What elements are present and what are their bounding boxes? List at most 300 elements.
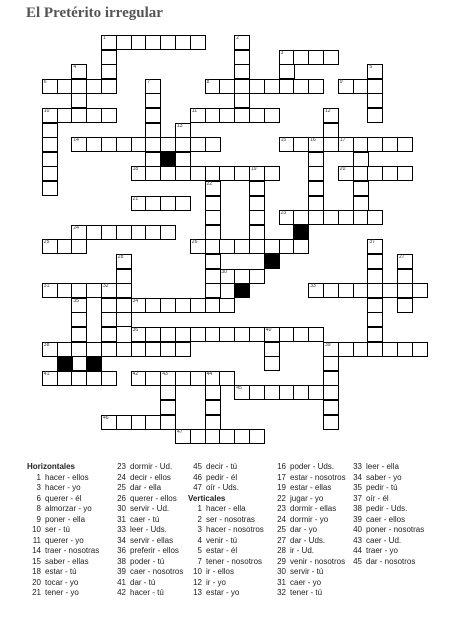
- crossword-cell[interactable]: [279, 239, 295, 254]
- crossword-cell[interactable]: [308, 152, 324, 167]
- crossword-cell[interactable]: [160, 35, 176, 50]
- crossword-cell[interactable]: [145, 166, 161, 181]
- crossword-cell[interactable]: [205, 298, 221, 313]
- crossword-cell[interactable]: [205, 196, 221, 211]
- crossword-cell[interactable]: [160, 327, 176, 342]
- crossword-cell[interactable]: [219, 108, 235, 123]
- cell-number: 8: [206, 78, 210, 85]
- crossword-cell[interactable]: [175, 342, 191, 357]
- clue-number: 13: [193, 588, 202, 597]
- crossword-cell[interactable]: [175, 123, 191, 138]
- crossword-cell[interactable]: [338, 342, 354, 357]
- crossword-cell[interactable]: [116, 298, 132, 313]
- clue-item: [112, 504, 183, 515]
- crossword-cell[interactable]: [190, 429, 206, 444]
- crossword-cell[interactable]: [234, 385, 250, 400]
- crossword-cell[interactable]: [338, 283, 354, 298]
- crossword-cell[interactable]: [397, 269, 413, 284]
- crossword-cell[interactable]: [145, 152, 161, 167]
- crossword-cell[interactable]: [293, 239, 309, 254]
- crossword-cell[interactable]: [279, 64, 295, 79]
- cell-number: 36: [132, 327, 139, 333]
- crossword-cell[interactable]: [86, 283, 102, 298]
- cell-number: 4: [73, 64, 77, 71]
- crossword-cell[interactable]: [219, 298, 235, 313]
- crossword-cell[interactable]: [71, 64, 87, 79]
- crossword-cell[interactable]: [175, 196, 191, 211]
- crossword-cell[interactable]: [145, 35, 161, 50]
- crossword-cell[interactable]: [190, 327, 206, 342]
- crossword-cell[interactable]: [353, 210, 369, 225]
- crossword-cell[interactable]: [397, 283, 413, 298]
- clue-number: 31: [117, 514, 126, 524]
- crossword-cell[interactable]: [131, 166, 147, 181]
- clue-text: oír - Uds.: [206, 483, 239, 492]
- crossword-cell[interactable]: [308, 283, 324, 298]
- crossword-cell[interactable]: [205, 79, 221, 94]
- crossword-cell[interactable]: [367, 269, 383, 284]
- crossword-cell[interactable]: [42, 342, 58, 357]
- clue-item: [112, 588, 183, 599]
- crossword-cell[interactable]: [264, 239, 280, 254]
- crossword-cell[interactable]: [116, 342, 132, 357]
- crossword-cell[interactable]: [205, 327, 221, 342]
- clue-text: estar - yo: [206, 588, 240, 597]
- crossword-cell[interactable]: [71, 327, 87, 342]
- crossword-cell[interactable]: [234, 429, 250, 444]
- crossword-cell[interactable]: [323, 283, 339, 298]
- clue-text: leer - ella: [366, 462, 399, 471]
- crossword-cell[interactable]: [86, 342, 102, 357]
- cell-number: 1: [103, 35, 106, 41]
- crossword-cell[interactable]: [234, 50, 250, 65]
- crossword-cell[interactable]: [249, 79, 265, 94]
- crossword-cell[interactable]: [234, 166, 250, 181]
- crossword-cell[interactable]: [308, 210, 324, 225]
- crossword-cell[interactable]: [160, 342, 176, 357]
- crossword-cell[interactable]: [160, 196, 176, 211]
- crossword-cell[interactable]: [382, 166, 398, 181]
- crossword-cell[interactable]: [116, 312, 132, 327]
- crossword-cell[interactable]: [323, 210, 339, 225]
- crossword-cell[interactable]: [205, 166, 221, 181]
- crossword-cell[interactable]: [323, 356, 339, 371]
- crossword-cell[interactable]: [353, 283, 369, 298]
- crossword-cell[interactable]: [323, 137, 339, 152]
- crossword-cell[interactable]: [175, 152, 191, 167]
- crossword-cell[interactable]: [205, 269, 221, 284]
- crossword-cell[interactable]: [293, 210, 309, 225]
- crossword-cell[interactable]: [367, 137, 383, 152]
- crossword-cell[interactable]: [264, 108, 280, 123]
- crossword-cell[interactable]: [145, 137, 161, 152]
- crossword-cell[interactable]: [101, 35, 117, 50]
- cell-number: 12: [325, 108, 331, 114]
- clue-item: [188, 578, 264, 589]
- crossword-cell[interactable]: [323, 400, 339, 415]
- crossword-cell[interactable]: [219, 371, 235, 386]
- crossword-cell[interactable]: [42, 371, 58, 386]
- clue-number: 47: [193, 483, 202, 492]
- cell-number: 10: [43, 108, 50, 114]
- crossword-cell[interactable]: [101, 371, 117, 386]
- crossword-cell[interactable]: [175, 429, 191, 444]
- crossword-cell[interactable]: [71, 312, 87, 327]
- crossword-cell[interactable]: [367, 283, 383, 298]
- crossword-cell[interactable]: [397, 166, 413, 181]
- crossword-cell[interactable]: [308, 327, 324, 342]
- crossword-cell[interactable]: [205, 137, 221, 152]
- clue-number: 24: [117, 472, 126, 482]
- crossword-cell[interactable]: [71, 239, 87, 254]
- crossword-cell[interactable]: [249, 181, 265, 196]
- crossword-cell[interactable]: [42, 152, 58, 167]
- crossword-cell[interactable]: [323, 371, 339, 386]
- crossword-cell[interactable]: [234, 269, 250, 284]
- crossword-cell[interactable]: [116, 254, 132, 269]
- crossword-cell[interactable]: [264, 327, 280, 342]
- crossword-cell[interactable]: [234, 239, 250, 254]
- crossword-cell[interactable]: [367, 312, 383, 327]
- crossword-cell[interactable]: [412, 283, 428, 298]
- crossword-cell[interactable]: [323, 415, 339, 430]
- clue-number: 35: [353, 483, 362, 492]
- crossword-cell[interactable]: [145, 93, 161, 108]
- crossword-cell[interactable]: [131, 35, 147, 50]
- crossword-cell[interactable]: [308, 50, 324, 65]
- crossword-cell[interactable]: [323, 123, 339, 138]
- crossword-cell[interactable]: [160, 415, 176, 430]
- crossword-cell[interactable]: [131, 137, 147, 152]
- crossword-cell[interactable]: [42, 108, 58, 123]
- crossword-cell[interactable]: [175, 137, 191, 152]
- crossword-cell[interactable]: [219, 239, 235, 254]
- crossword-cell[interactable]: [131, 342, 147, 357]
- crossword-cell[interactable]: [86, 371, 102, 386]
- crossword-cell[interactable]: [57, 239, 73, 254]
- crossword-cell[interactable]: [205, 225, 221, 240]
- crossword-cell[interactable]: [367, 239, 383, 254]
- crossword-cell[interactable]: [145, 415, 161, 430]
- clue-text: poner - ella: [45, 514, 86, 524]
- clue-text: hacer - tú: [130, 588, 164, 597]
- crossword-cell[interactable]: [353, 342, 369, 357]
- crossword-cell[interactable]: [71, 137, 87, 152]
- crossword-cell[interactable]: [279, 50, 295, 65]
- crossword-cell[interactable]: [190, 137, 206, 152]
- crossword-cell[interactable]: [353, 181, 369, 196]
- crossword-cell[interactable]: [42, 166, 58, 181]
- crossword-cell[interactable]: [71, 108, 87, 123]
- crossword-cell[interactable]: [57, 108, 73, 123]
- crossword-cell[interactable]: [71, 342, 87, 357]
- crossword-cell[interactable]: [101, 50, 117, 65]
- crossword-cell[interactable]: [397, 342, 413, 357]
- crossword-cell[interactable]: [145, 327, 161, 342]
- crossword-cell[interactable]: [42, 123, 58, 138]
- crossword-cell[interactable]: [190, 298, 206, 313]
- crossword-cell[interactable]: [367, 108, 383, 123]
- crossword-cell[interactable]: [101, 342, 117, 357]
- crossword-cell[interactable]: [382, 137, 398, 152]
- crossword-cell[interactable]: [397, 298, 413, 313]
- crossword-cell[interactable]: [279, 210, 295, 225]
- crossword-cell[interactable]: [279, 137, 295, 152]
- crossword-cell[interactable]: [308, 166, 324, 181]
- crossword-cell[interactable]: [353, 79, 369, 94]
- crossword-cell[interactable]: [101, 415, 117, 430]
- crossword-cell[interactable]: [57, 283, 73, 298]
- crossword-cell[interactable]: [175, 327, 191, 342]
- crossword-cell[interactable]: [71, 298, 87, 313]
- crossword-cell[interactable]: [160, 225, 176, 240]
- crossword-cell[interactable]: [190, 35, 206, 50]
- crossword-cell[interactable]: [353, 137, 369, 152]
- crossword-cell[interactable]: [175, 371, 191, 386]
- clue-item: [112, 462, 183, 473]
- crossword-cell[interactable]: [42, 79, 58, 94]
- crossword-cell[interactable]: [234, 64, 250, 79]
- crossword-cell[interactable]: [367, 298, 383, 313]
- crossword-cell[interactable]: [160, 166, 176, 181]
- crossword-cell[interactable]: [205, 415, 221, 430]
- crossword-cell[interactable]: [71, 283, 87, 298]
- clue-number: 26: [117, 493, 126, 503]
- clue-text: dormir - Ud.: [130, 462, 173, 471]
- crossword-cell[interactable]: [205, 385, 221, 400]
- crossword-cell[interactable]: [101, 327, 117, 342]
- crossword-cell[interactable]: [367, 342, 383, 357]
- crossword-cell[interactable]: [145, 298, 161, 313]
- crossword-cell[interactable]: [308, 79, 324, 94]
- crossword-cell[interactable]: [71, 356, 87, 371]
- cell-number: 33: [310, 283, 316, 290]
- crossword-cell[interactable]: [175, 166, 191, 181]
- crossword-cell[interactable]: [397, 137, 413, 152]
- crossword-cell[interactable]: [323, 342, 339, 357]
- crossword-cell[interactable]: [145, 79, 161, 94]
- crossword-cell[interactable]: [249, 385, 265, 400]
- cell-number: 38: [43, 341, 50, 348]
- crossword-cell[interactable]: [353, 196, 369, 211]
- crossword-cell[interactable]: [116, 35, 132, 50]
- crossword-cell[interactable]: [160, 137, 176, 152]
- crossword-cell[interactable]: [145, 123, 161, 138]
- crossword-cell[interactable]: [101, 64, 117, 79]
- crossword-cell[interactable]: [190, 166, 206, 181]
- crossword-cell[interactable]: [71, 371, 87, 386]
- crossword-cell[interactable]: [42, 239, 58, 254]
- crossword-cell[interactable]: [116, 269, 132, 284]
- crossword-cell[interactable]: [42, 137, 58, 152]
- clue-item: [112, 515, 183, 526]
- crossword-cell[interactable]: [308, 181, 324, 196]
- crossword-cell[interactable]: [101, 79, 117, 94]
- crossword-cell[interactable]: [116, 137, 132, 152]
- crossword-cell[interactable]: [323, 50, 339, 65]
- crossword-cell[interactable]: [338, 79, 354, 94]
- crossword-cell[interactable]: [293, 385, 309, 400]
- crossword-cell[interactable]: [293, 137, 309, 152]
- crossword-cell[interactable]: [353, 152, 369, 167]
- crossword-cell[interactable]: [249, 210, 265, 225]
- crossword-cell[interactable]: [116, 225, 132, 240]
- crossword-cell[interactable]: [116, 415, 132, 430]
- crossword-cell[interactable]: [367, 93, 383, 108]
- crossword-cell[interactable]: [249, 429, 265, 444]
- crossword-cell[interactable]: [42, 283, 58, 298]
- crossword-cell[interactable]: [219, 327, 235, 342]
- crossword-cell[interactable]: [338, 137, 354, 152]
- crossword-cell[interactable]: [71, 225, 87, 240]
- crossword-cell[interactable]: [145, 225, 161, 240]
- crossword-cell[interactable]: [101, 137, 117, 152]
- crossword-cell[interactable]: [131, 327, 147, 342]
- crossword-cell[interactable]: [308, 385, 324, 400]
- crossword-cell[interactable]: [101, 312, 117, 327]
- crossword-cell[interactable]: [86, 79, 102, 94]
- crossword-cell[interactable]: [116, 283, 132, 298]
- crossword-cell[interactable]: [131, 415, 147, 430]
- crossword-cell[interactable]: [264, 166, 280, 181]
- crossword-cell[interactable]: [249, 269, 265, 284]
- crossword-cell[interactable]: [71, 79, 87, 94]
- crossword-cell[interactable]: [175, 35, 191, 50]
- clues-column-4: [272, 462, 346, 599]
- crossword-cell[interactable]: [264, 342, 280, 357]
- clue-text: caer - nosotros: [130, 567, 184, 576]
- crossword-cell[interactable]: [205, 429, 221, 444]
- crossword-cell[interactable]: [264, 356, 280, 371]
- clue-text: dar - nosotros: [366, 556, 416, 566]
- crossword-cell[interactable]: [382, 283, 398, 298]
- crossword-cell[interactable]: [131, 196, 147, 211]
- crossword-cell[interactable]: [131, 371, 147, 386]
- crossword-cell[interactable]: [308, 137, 324, 152]
- black-square: [264, 254, 280, 269]
- clue-number: 40: [353, 525, 362, 534]
- crossword-cell[interactable]: [205, 108, 221, 123]
- crossword-cell[interactable]: [205, 400, 221, 415]
- crossword-cell[interactable]: [190, 371, 206, 386]
- crossword-cell[interactable]: [205, 239, 221, 254]
- crossword-cell[interactable]: [205, 283, 221, 298]
- horizontales-heading: Horizontales: [27, 462, 76, 471]
- crossword-cell[interactable]: [86, 225, 102, 240]
- crossword-cell[interactable]: [101, 298, 117, 313]
- crossword-cell[interactable]: [367, 327, 383, 342]
- crossword-cell[interactable]: [86, 137, 102, 152]
- crossword-cell[interactable]: [205, 181, 221, 196]
- crossword-cell[interactable]: [190, 108, 206, 123]
- crossword-cell[interactable]: [367, 79, 383, 94]
- clue-number: 41: [117, 577, 126, 587]
- crossword-cell[interactable]: [219, 166, 235, 181]
- crossword-cell[interactable]: [249, 166, 265, 181]
- crossword-cell[interactable]: [367, 210, 383, 225]
- crossword-cell[interactable]: [279, 385, 295, 400]
- crossword-cell[interactable]: [279, 79, 295, 94]
- crossword-cell[interactable]: [293, 327, 309, 342]
- crossword-cell[interactable]: [234, 327, 250, 342]
- crossword-cell[interactable]: [57, 371, 73, 386]
- crossword-cell[interactable]: [323, 385, 339, 400]
- crossword-cell[interactable]: [205, 210, 221, 225]
- crossword-cell[interactable]: [249, 108, 265, 123]
- crossword-cell[interactable]: [293, 79, 309, 94]
- crossword-cell[interactable]: [57, 342, 73, 357]
- crossword-cell[interactable]: [57, 79, 73, 94]
- crossword-cell[interactable]: [101, 108, 117, 123]
- crossword-cell[interactable]: [367, 166, 383, 181]
- crossword-cell[interactable]: [175, 298, 191, 313]
- cell-number: 16: [310, 137, 316, 144]
- crossword-cell[interactable]: [279, 327, 295, 342]
- crossword-cell[interactable]: [412, 342, 428, 357]
- crossword-cell[interactable]: [145, 371, 161, 386]
- crossword-cell[interactable]: [71, 93, 87, 108]
- crossword-cell[interactable]: [249, 327, 265, 342]
- crossword-cell[interactable]: [367, 64, 383, 79]
- crossword-cell[interactable]: [264, 385, 280, 400]
- crossword-cell[interactable]: [145, 108, 161, 123]
- crossword-cell[interactable]: [86, 108, 102, 123]
- crossword-cell[interactable]: [101, 225, 117, 240]
- clue-number: 28: [277, 546, 286, 555]
- crossword-cell[interactable]: [382, 342, 398, 357]
- crossword-cell[interactable]: [219, 79, 235, 94]
- crossword-cell[interactable]: [131, 298, 147, 313]
- crossword-cell[interactable]: [160, 400, 176, 415]
- crossword-cell[interactable]: [42, 181, 58, 196]
- clue-number: 46: [193, 472, 202, 482]
- clue-number: 15: [32, 556, 41, 566]
- crossword-cell[interactable]: [367, 254, 383, 269]
- crossword-cell[interactable]: [190, 239, 206, 254]
- crossword-cell[interactable]: [101, 283, 117, 298]
- crossword-cell[interactable]: [145, 342, 161, 357]
- crossword-cell[interactable]: [234, 108, 250, 123]
- crossword-cell[interactable]: [338, 210, 354, 225]
- crossword-cell[interactable]: [234, 93, 250, 108]
- crossword-cell[interactable]: [205, 371, 221, 386]
- crossword-cell[interactable]: [308, 196, 324, 211]
- crossword-cell[interactable]: [249, 239, 265, 254]
- crossword-cell[interactable]: [131, 225, 147, 240]
- crossword-cell[interactable]: [338, 166, 354, 181]
- crossword-cell[interactable]: [353, 166, 369, 181]
- crossword-cell[interactable]: [160, 298, 176, 313]
- crossword-cell[interactable]: [323, 108, 339, 123]
- crossword-cell[interactable]: [397, 254, 413, 269]
- clue-text: dormir - yo: [290, 514, 329, 524]
- crossword-cell[interactable]: [293, 50, 309, 65]
- crossword-cell[interactable]: [205, 254, 221, 269]
- clue-text: ser - tú: [45, 525, 70, 534]
- crossword-cell[interactable]: [234, 35, 250, 50]
- crossword-cell[interactable]: [249, 225, 265, 240]
- crossword-cell[interactable]: [160, 371, 176, 386]
- crossword-cell[interactable]: [160, 385, 176, 400]
- crossword-cell[interactable]: [145, 196, 161, 211]
- clue-text: hacer - yo: [45, 483, 81, 492]
- crossword-cell[interactable]: [219, 269, 235, 284]
- crossword-cell[interactable]: [249, 196, 265, 211]
- crossword-cell[interactable]: [234, 79, 250, 94]
- clue-item: [272, 546, 346, 557]
- crossword-cell[interactable]: [219, 429, 235, 444]
- crossword-cell[interactable]: [264, 79, 280, 94]
